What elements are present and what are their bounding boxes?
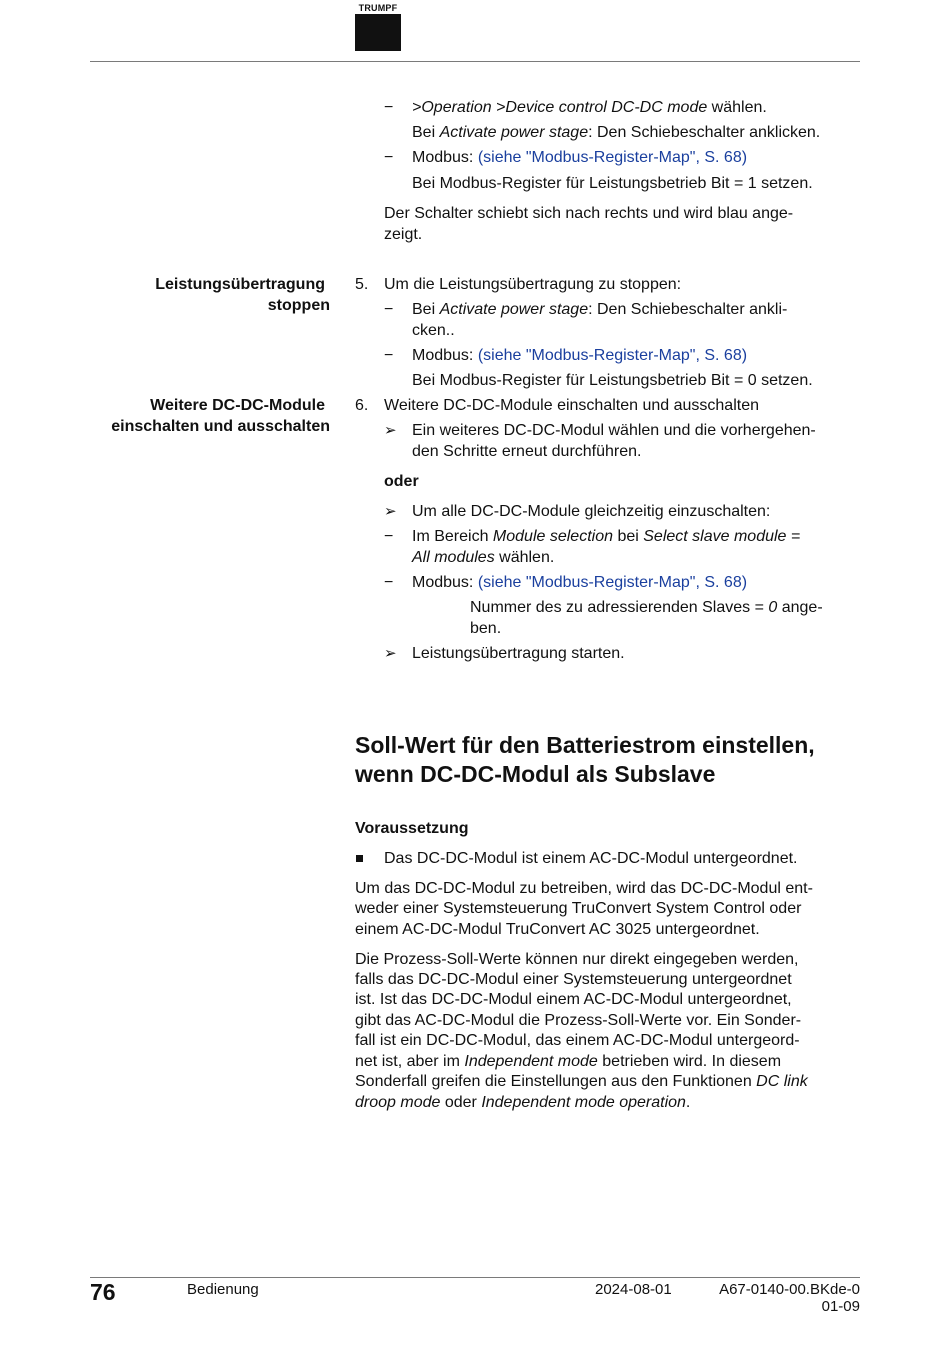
text-fragment: bei <box>613 528 644 545</box>
step-item-modbus-detail: Bei Modbus-Register für Leistungsbetrieb Bit = 0 setzen. <box>412 372 813 389</box>
section-title-line: Soll-Wert für den Batteriestrom einstellen, <box>355 732 815 758</box>
text-fragment: Modbus: <box>412 347 478 364</box>
text-fragment: . <box>685 1094 691 1111</box>
text-fragment: oder <box>440 1094 482 1111</box>
trumpf-logo <box>355 14 401 51</box>
ui-term: Independent mode <box>464 1053 598 1070</box>
modbus-register-map-link[interactable]: (siehe "Modbus-Register-Map", S. 68) <box>477 574 748 591</box>
modbus-register-map-link[interactable]: (siehe "Modbus-Register-Map", S. 68) <box>477 347 748 364</box>
document-id-line: 01-09 <box>821 1298 860 1315</box>
text-fragment: Nummer des zu adressierenden Slaves = <box>470 599 769 616</box>
action-text: Ein weiteres DC-DC-Modul wählen und die vorhergehen- <box>412 422 816 439</box>
step-item-module-selection <box>412 527 800 548</box>
text-fragment: ange- <box>777 599 823 616</box>
action-text: Leistungsübertragung starten. <box>412 645 625 662</box>
document-id <box>700 1281 860 1315</box>
ui-term: Select slave module = <box>643 528 801 545</box>
text-fragment: Im Bereich <box>412 528 493 545</box>
footer-rule <box>90 1277 860 1278</box>
text-fragment: Sonderfall greifen die Einstellungen aus den Funktionen <box>355 1073 757 1090</box>
text-fragment: Bei <box>412 301 440 318</box>
text-fragment: Modbus: <box>412 574 478 591</box>
ui-term: Activate power stage <box>439 124 589 141</box>
ui-term: Independent mode operation <box>481 1094 686 1111</box>
paragraph-line <box>355 1093 690 1114</box>
side-heading-line: Weitere DC-DC-Module <box>150 397 325 414</box>
paragraph-line: Die Prozess-Soll-Werte können nur direkt eingegeben werden, <box>355 951 799 968</box>
dash-marker: − <box>384 574 394 591</box>
arrow-marker-icon: ➢ <box>384 503 397 520</box>
step-item-module-selection-cont <box>412 548 554 569</box>
document-date: 2024-08-01 <box>595 1281 672 1298</box>
section-title-line: wenn DC-DC-Modul als Subslave <box>355 761 716 787</box>
bullet-square-icon <box>356 855 363 862</box>
paragraph-line: fall ist ein DC-DC-Modul, das einem AC-DC-Modul untergeord- <box>355 1032 800 1049</box>
text-fragment: Modbus: <box>412 149 478 166</box>
text-fragment: betrieben wird. In diesem <box>597 1053 782 1070</box>
step-item-modbus-detail: ben. <box>470 620 502 637</box>
step-item-modbus-detail: Bei Modbus-Register für Leistungsbetrieb Bit = 1 setzen. <box>412 175 813 192</box>
side-heading-line: Leistungsübertragung <box>155 276 325 293</box>
paragraph-line: weder einer Systemsteuerung TruConvert System Control oder <box>355 900 802 917</box>
side-heading-more-modules <box>80 396 330 437</box>
step-text: Um die Leistungsübertragung zu stoppen: <box>384 276 682 293</box>
paragraph-line <box>355 1072 808 1093</box>
text-fragment: wählen. <box>707 99 767 116</box>
dash-marker: − <box>384 149 394 166</box>
result-text: zeigt. <box>384 226 423 243</box>
prerequisite-heading: Voraussetzung <box>355 820 469 837</box>
text-fragment: wählen. <box>494 549 555 566</box>
side-heading-stop-transfer <box>80 275 330 316</box>
step-number: 6. <box>355 397 369 414</box>
menu-path: >Operation >Device control DC-DC mode <box>412 99 708 116</box>
step-item-activate-cont: cken.. <box>412 322 455 339</box>
value: 0 <box>768 599 778 616</box>
step-item-modbus-detail <box>470 598 823 619</box>
paragraph-line: gibt das AC-DC-Modul die Prozess-Soll-Werte vor. Ein Sonder- <box>355 1012 802 1029</box>
text-fragment: Bei <box>412 124 440 141</box>
paragraph-line: falls das DC-DC-Modul einer Systemsteuerung untergeordnet <box>355 971 792 988</box>
oder-label: oder <box>384 473 419 490</box>
ui-term: droop mode <box>355 1094 441 1111</box>
step-number: 5. <box>355 276 369 293</box>
action-text: den Schritte erneut durchführen. <box>412 443 642 460</box>
paragraph-line <box>355 1052 781 1073</box>
arrow-marker-icon: ➢ <box>384 422 397 439</box>
step-item-modbus <box>412 148 747 169</box>
document-id-line: A67-0140-00.BKde-0 <box>719 1281 860 1298</box>
result-text: Der Schalter schiebt sich nach rechts und wird blau ange- <box>384 205 794 222</box>
ui-term: DC link <box>756 1073 808 1090</box>
header-rule <box>90 61 860 62</box>
step-item-modbus <box>412 573 747 594</box>
step-item-operation <box>412 98 767 119</box>
paragraph-line: Um das DC-DC-Modul zu betreiben, wird das DC-DC-Modul ent- <box>355 880 813 897</box>
ui-term: All modules <box>412 549 495 566</box>
dash-marker: − <box>384 528 394 545</box>
text-fragment: : Den Schiebeschalter anklicken. <box>588 124 821 141</box>
section-title <box>355 731 815 789</box>
prerequisite-item: Das DC-DC-Modul ist einem AC-DC-Modul untergeordnet. <box>384 850 798 867</box>
step-item-activate <box>412 300 787 321</box>
page-number: 76 <box>90 1279 116 1305</box>
step-text: Weitere DC-DC-Module einschalten und ausschalten <box>384 397 759 414</box>
chapter-name: Bedienung <box>187 1281 259 1298</box>
step-item-activate <box>412 123 820 144</box>
modbus-register-map-link[interactable]: (siehe "Modbus-Register-Map", S. 68) <box>477 149 748 166</box>
trumpf-logo-text: TRUMPF <box>358 3 398 13</box>
dash-marker: − <box>384 301 394 318</box>
ui-term: Module selection <box>492 528 613 545</box>
dash-marker: − <box>384 347 394 364</box>
side-heading-line: einschalten und ausschalten <box>111 417 330 435</box>
dash-marker: − <box>384 99 394 116</box>
side-heading-line: stoppen <box>267 296 330 314</box>
arrow-marker-icon: ➢ <box>384 645 397 662</box>
action-text: Um alle DC-DC-Module gleichzeitig einzuschalten: <box>412 503 771 520</box>
paragraph-line: einem AC-DC-Modul TruConvert AC 3025 untergeordnet. <box>355 921 760 938</box>
text-fragment: net ist, aber im <box>355 1053 465 1070</box>
step-item-modbus <box>412 346 747 367</box>
paragraph-line: ist. Ist das DC-DC-Modul einem AC-DC-Modul untergeordnet, <box>355 991 792 1008</box>
text-fragment: : Den Schiebeschalter ankli- <box>588 301 788 318</box>
ui-term: Activate power stage <box>439 301 589 318</box>
